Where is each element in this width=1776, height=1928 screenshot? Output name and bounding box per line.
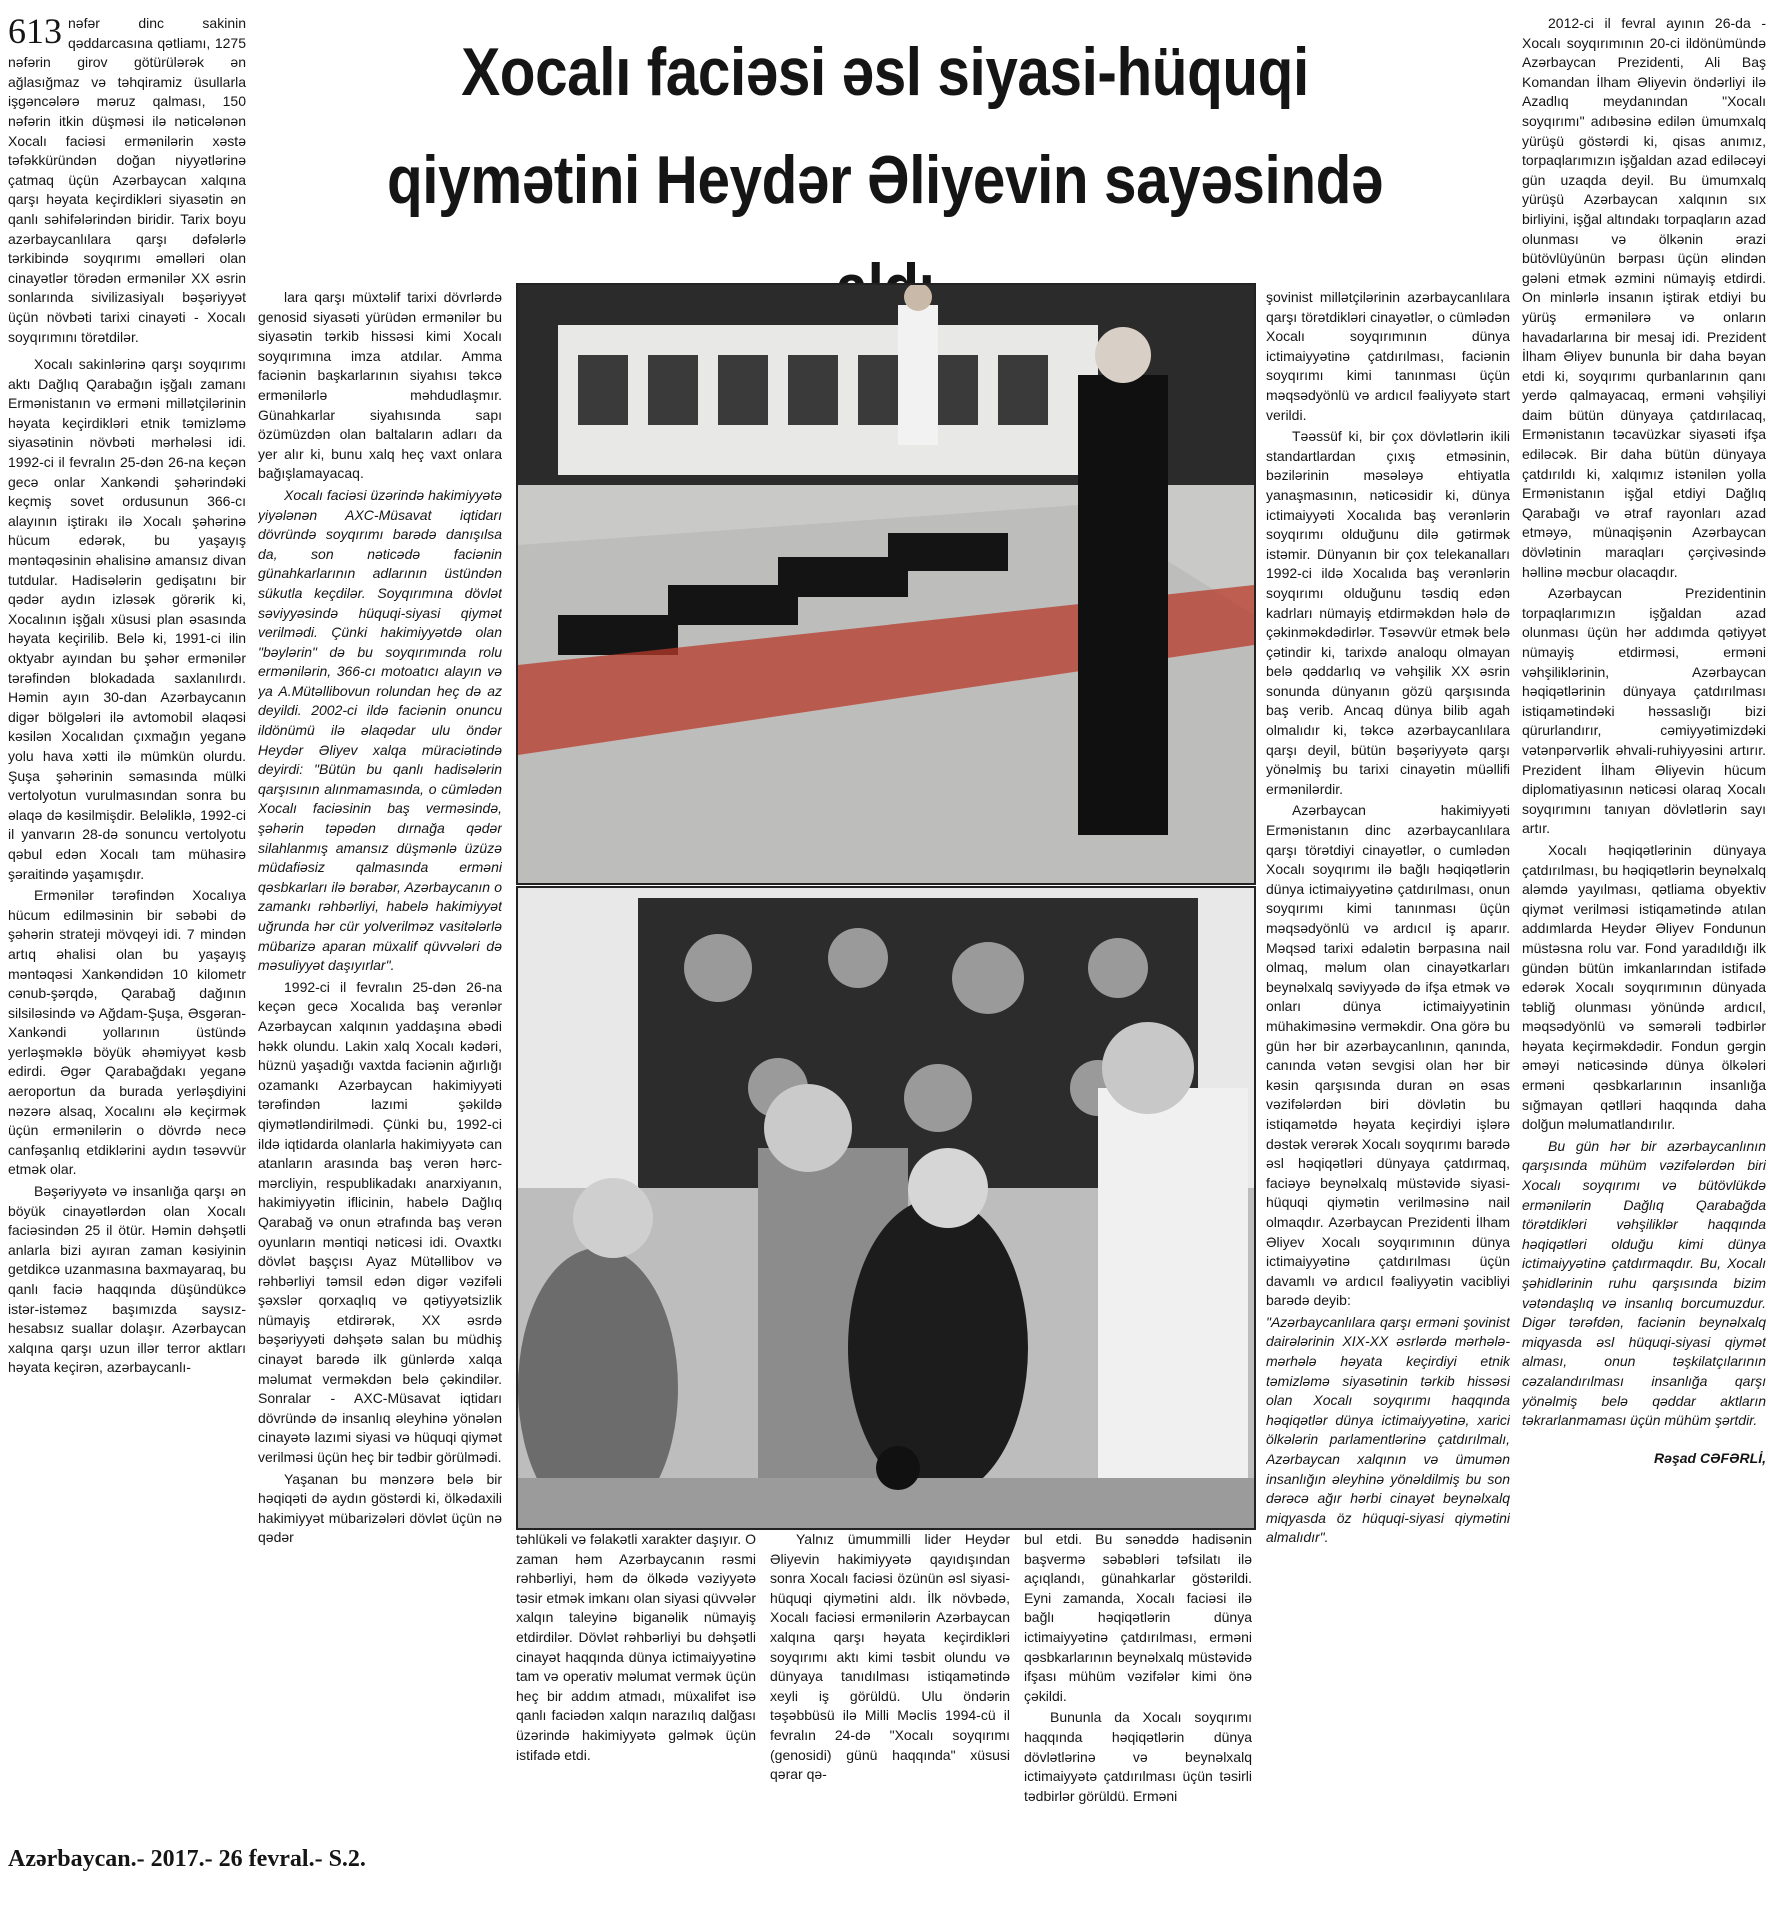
citation: Azərbaycan.- 2017.- 26 fevral.- S.2. <box>8 1846 366 1872</box>
paragraph: Xocalı həqiqətlərinin dünyaya çatdırılması, bu həqiqətlərin beynəlxalq aləmdə yayılması, qətliama obyektiv qiymət verilməsi istiqamətində atılan addımlarda Heydər Əliyev Fondunun müstəsna rolu var. Fond yaradıldığı ilk gündən bütün imkanlarından istifadə edərək Xocalı soyqırımının dünyada təbliğ olunması yönündə ardıcıl, məqsədyönlü və səmərəli tədbirlər həyata keçirməkdədir. Fondun gərgin əməyi nəticəsində dünya ölkələri erməni qəsbkarlarının insanlığa sığmayan qətlləri haqqında daha dolğun məlumatlandırılır. <box>1522 841 1766 1133</box>
italic-paragraph: Bu gün hər bir azərbaycanlının qarşısında mühüm vəzifələrdən biri Xocalı soyqırımı və bütövlükdə ermənilərin Dağlıq Qarabağda törətdikləri vəhşiliklər haqqında həqiqətləri olduğu kimi dünya ictimaiyyətinə çatdırmaqdır. Bu, Xocalı şəhidlərinin ruhu qarşısında bizim vətəndaşlıq və insanlıq borcumuzdur. Digər tərəfdən, faciənin beynəlxalq miqyasda əsl hüquqi-siyasi qiymət alması, onun təşkilatçılarının cəzalandırılması insanlığa qarşı yönəlmiş belə qəddar aktların təkrarlanmaması üçün mühüm şərtdir. <box>1522 1137 1766 1429</box>
article-column-1 <box>8 14 246 1836</box>
paragraph: 2012-ci il fevral ayının 26-da - Xocalı soyqırımının 20-ci ildönümündə Azərbaycan Prezidenti, Ali Baş Komandan İlham Əliyevin öndərliyi ilə Azadlıq meydanından "Xocalı soyqırımı" adıbəsinə edilən ümumxalq yürüşü göstərdi ki, qisas anımız, torpaqlarımızın işğaldan azad ediləcəyi gün uzaqda deyil. Bu ümumxalq yürüşü Azərbaycan xalqının sıx birliyini, işğal altındakı torpaqların azad olunması və ölkənin ərazi bütövlüyünün bərpası üçün əlindən gələni etmək əzmini nümayiş etdirdi. On minlərlə insanın iştirak etdiyi bu yürüş ermənilərə və onların havadarlarına bir mesaj idi. Prezident İlham Əliyev bununla bir daha bəyan etdi ki, soyqırımı qurbanlarının qanı yerdə qalmayacaq, erməni vəhşiliyi daim bütün dünyaya çatdırılacaq, Ermənistanın təcavüzkar siyasəti ifşa ediləcək. Bir daha bütün dünyaya çatdırıldı ki, xalqımız istənilən yolla Ermənistanın işğal etdiyi Dağlıq Qarabağı və ətraf rayonları azad etməyə, münaqişənin Azərbaycan dövlətinin maraqları çərçivəsində həllinə məcbur olacaqdır. <box>1522 15 1766 580</box>
paragraph: Azərbaycan hakimiyyəti Ermənistanın dinc azərbaycanlılara qarşı törətdiyi cinayətlər, o cumlədən Xocalı soyqırımı ilə bağlı həqiqətlərin dünya ictimaiyyətinə çatdırılması, onun soyqırımı kimi tanınması üçün məqsədyönlü və ardıcıl iş aparır. Məqsəd tarixi ədalətin bərpasına nail olmaq, məlum olan cinayətkarları beynəlxalq səviyyədə də ifşa etmək və onları dünya ictimaiyyətinin mühakiməsinə verməkdir. Ona görə bu gün hər bir azərbaycanlının, qanında, canında vətən sevgisi olan hər bir kəsin qarşısında duran ən əsas vəzifələrdən biri dövlətin bu istiqamətdə həyata keçirdiyi işlərə dəstək verərək Xocalı soyqırımı barədə əsl həqiqətləri dünyaya çatdırmaq, faciəyə beynəlxalq müstəvidə siyasi-hüquqi qiymətin verilməsinə nail olmaqdır. Azərbaycan Prezidenti İlham Əliyev Xocalı soyqırımının dünya ictimaiyyətinə çatdırılması üçün davamlı və ardıcıl fəaliyyətin vacibliyi barədə deyib: <box>1266 802 1510 1309</box>
paragraph: Bununla da Xocalı soyqırımı haqqında həqiqətlərin dünya dövlətlərinə və beynəlxalq ictimaiyyətə çatdırılması üçün təsirli tədbirlər görüldü. Erməni <box>1024 1709 1252 1804</box>
meeting-scene <box>518 888 1254 1528</box>
paragraph: Yaşanan bu mənzərə belə bir həqiqəti də aydın göstərdi ki, ölkədaxili hakimiyyət mübarizələri dövlət üçün nə qədər <box>258 1470 502 1546</box>
article-column-4 <box>770 1530 1010 1836</box>
article-column-5 <box>1024 1530 1252 1836</box>
paragraph: Bəşəriyyətə və insanlığa qarşı ən böyük cinayətlərdən olan Xocalı faciəsindən 25 il ötür. Həmin dəhşətli anlarla bizi ayıran zaman kəsiyinin getdikcə uzanmasına baxmayaraq, bu qanlı faciə haqqında düşündükcə istər-istəməz başımızda saysız-hesabsız suallar dolaşır. Azərbaycan xalqına qarşı uzun illər terror aktları həyata keçirən, azərbaycanlı- <box>8 1183 246 1376</box>
paragraph: Azərbaycan Prezidentinin torpaqlarımızın işğaldan azad olunması üçün hər addımda qətiyyət nümayiş etdirməsi, erməni vəhşiliklərinin, Azərbaycan həqiqətlərinin dünyaya çatdırılması istiqamətindəki həssaslığı bizi qürurlandırır, cəmiyyətimizdəki vətənpərvərlik əhvali-ruhiyyəsini artırır. Prezident İlham Əliyevin hücum diplomatiyasının nəticəsi olaraq Xocalı soyqırımını tanıyan dövlətlərin sayı artır. <box>1522 585 1766 837</box>
lead-drop-number: 613 <box>8 14 62 51</box>
article-column-6 <box>1266 288 1510 1836</box>
paragraph: lara qarşı müxtəlif tarixi dövrlərdə genosid siyasəti yürüdən ermənilər bu siyasətin tərkib hissəsi kimi Xocalı soyqırımına imza atdılar. Amma faciənin başkarlarının siyahısı təkcə ermənilərlə məhdudlaşmır. Günahkarlar siyahısında sapı özümüzdən olan baltaların adları da yer alır ki, bunu xalq heç vaxt onlara bağışlamayacaq. <box>258 289 502 482</box>
paragraph: Təəssüf ki, bir çox dövlətlərin ikili standartlardan çıxış etməsinin, bəzilərinin məsələyə ehtiyatla yanaşmasının, nəticəsidir ki, dünya ictimaiyyəti Xocalıda baş verənlərin soyqırımı olduğunu dilə gətirmək istəmir. Dünyanın bir çox telekanalları 1992-ci ildə Xocalıda baş verənlərin soyqırımı olduğunu təsdiq edən kadrları nümayiş etdirməkdən hələ də çəkinməkdədirlər. Təsəvvür etmək belə çətindir ki, tarixdə analoqu olmayan belə qəddarlıq və vəhşilik XX əsrin sonunda dünyanın gözü qarşısında baş verib. Ancaq dünya bilib agah olmalıdır ki, təkcə azərbaycanlılara qarşı deyil, bütün bəşəriyyətə qarşı yönəlmiş bu tarixi cinayətin müəllifi ermənilərdir. <box>1266 428 1510 797</box>
memorial-scene <box>518 285 1254 883</box>
headline <box>335 18 1436 248</box>
paragraph: şovinist millətçilərinin azərbaycanlılara qarşı törətdikləri cinayətlər, o cümlədən Xocalı soyqırımının dünya ictimaiyyətinə çatdırılması, faciənin soyqırımı kimi tanınması üçün məqsədyönlü və ardıcıl fəaliyyətə start verildi. <box>1266 289 1510 423</box>
lead-paragraph <box>8 14 246 347</box>
paragraph: Xocalı sakinlərinə qarşı soyqırımı aktı Dağlıq Qarabağın işğalı zamanı Ermənistanın və erməni millətçilərinin həyata keçirdikləri etnik təmizləmə siyasətinin növbəti mərhələsi idi. 1992-ci il fevralın 25-dən 26-na keçən gecə onlar Xankəndi şəhərindəki keçmiş sovet ordusunun 366-cı alayının iştirakı ilə Xocalı şəhərinə hücum edərək, bu yaşayış məntəqəsinin əhalisinə amansız divan tutdular. Hadisələrin gedişatını bir qədər aydın izləsək görərik ki, Xocalının işğalı xüsusi plan əsasında həyata keçirilib. Belə ki, 1991-ci ilin oktyabr ayından bu şəhər ermənilər tərəfindən blokadada saxlanılırdı. Həmin ayın 30-dan Azərbaycanın digər bölgələri ilə avtomobil əlaqəsi kəsilən Xocalıdan çıxmağın yeganə yolu hava xətti ilə mümkün olurdu. Şuşa şəhərinin səmasında mülki vertolyotun vurulmasından sonra bu əlaqə də kəsilmişdir. Beləliklə, 1992-ci il yanvarın 28-də sonuncu vertolyotu qəbul edən Xocalı tam mühasirə şəraitində yaşamışdır. <box>8 356 246 882</box>
article-column-2 <box>258 288 502 1836</box>
paragraph: təhlükəli və fəlakətli xarakter daşıyır. O zaman həm Azərbaycanın rəsmi rəhbərliyi, həm də ölkədə vəziyyətə təsir etmək imkanı olan siyasi qüvvələr xalqın taleyinə biganəlik nümayiş etdirdilər. Dövlət rəhbərliyi bu dəhşətli cinayət haqqında dünya ictimaiyyətinə tam və operativ məlumat vermək üçün heç bir addım atmadı, müxalifət isə qanlı faciədən xalqın narazılıq dalğası üzərində hakimiyyətə gəlmək üçün istifadə etdi. <box>516 1531 756 1763</box>
article-column-7 <box>1522 14 1766 1836</box>
article-column-3 <box>516 1530 756 1836</box>
paragraph: Ermənilər tərəfindən Xocalıya hücum edilməsinin bir səbəbi də şəhərin strateji mövqeyi idi. 7 mindən artıq əhalisi olan bu yaşayış məntəqəsi Xankəndidən 10 kilometr cənub-şərqdə, Qarabağ dağının silsiləsində və Ağdam-Şuşa, Əsgəran-Xankəndi yollarının üstündə yerləşməklə böyük əhəmiyyət kəsb edirdi. Əgər Qarabağdakı yeganə aeroportun da burada yerləşdiyini nəzərə alsaq, Xocalını ələ keçirmək üçün ermənilərin o dövrdə necə canfəşanlıq etdiklərini aydın təsəvvür etmək olar. <box>8 887 246 1178</box>
headline-line-2: qiymətini Heydər Əliyevin sayəsində <box>386 142 1384 218</box>
quote: "Azərbaycanlılara qarşı erməni şovinist dairələrinin XIX-XX əsrlərdə mərhələ-mərhələ həyata keçirdiyi etnik təmizləmə siyasətinin tərkib hissəsi olan Xocalı soyqırımı haqqında həqiqətlər dünya ictimaiyyətinə, xarici ölkələrin parlamentlərinə çatdırılmalı, Azərbaycan xalqının və ümumən insanlığın əleyhinə yönəldilmiş bu son dərəcə ağır hərbi cinayət beynəlxalq miqyasda öz hüquqi-siyasi qiymətini almalıdır". <box>1266 1313 1510 1546</box>
paragraph: Xocalı faciəsi üzərində hakimiyyətə yiyələnən AXC-Müsavat iqtidarı dövründə soyqırımı barədə danışılsa da, son nəticədə faciənin günahkarlarının adlarının üstündən sükutla keçdilər. Soyqırımına dövlət səviyyəsində hüquqi-siyasi qiymət verilmədi. Çünki hakimiyyətdə olan "bəylərin" də bu soyqırımında rolu ermənilərin, 366-cı motoatıcı alayın və ya A.Mütəllibovun rolundan heç də az deyildi. 2002-ci ildə faciənin onuncu ildönümü ilə əlaqədar ulu öndər Heydər Əliyev xalqa müraciətində deyirdi: "Bütün bu qanlı hadisələrin qarşısının alınmamasında, o cümlədən Xocalı faciəsinin baş verməsində, şəhərin təpədən dırnağa qədər silahlanmış amansız düşmənlə üzüzə müdafiəsiz qalmasında erməni qəsbkarları ilə bərabər, Azərbaycanın o zamankı rəhbərliyi, habelə hakimiyyət uğrunda hər cür yolverilməz vasitələrlə mübarizə aparan müxalif qüvvələri də məsuliyyət daşıyırlar". <box>258 486 502 974</box>
byline: Rəşad CƏFƏRLİ, <box>1654 1449 1766 1466</box>
paragraph: Yalnız ümummilli lider Heydər Əliyevin hakimiyyətə qayıdışından sonra Xocalı faciəsi özünün əsl siyasi-hüquqi qiymətini aldı. İlk növbədə, Xocalı faciəsi ermənilərin Azərbaycan xalqına qarşı həyata keçirdikləri soyqırımı aktı kimi təsbit olundu və dünyaya tanıdılması istiqamətində xeyli iş görüldü. Ulu öndərin təşəbbüsü ilə Milli Məclis 1994-cü il fevralın 24-də "Xocalı soyqırımı (genosidi) günü haqqında" xüsusi qərar qə- <box>770 1531 1010 1783</box>
memorial-photo <box>516 283 1256 885</box>
lead-text: nəfər dinc sakinin qəddarcasına qətliamı, 1275 nəfərin girov götürülərək ən ağlasığmaz və təhqiramiz üsullarla işgəncələrə məruz qalması, 150 nəfərin itkin düşməsi ilə nəticələnən Xocalı faciəsi ermənilərin xəstə təfəkküründən doğan niyyətlərinə çatmaq üçün Azərbaycan xalqına qarşı həyata keçirdikləri siyasətin ən qanlı səhifələrindən biridir. Tarix boyu azərbaycanlılara qarşı dəfələrlə tərkibində soyqırımı əməlləri olan cinayətlər törədən ermənilər XX əsrin sonlarında sivilizasiyalı bəşəriyyət üçün növbəti tarixi cinayəti - Xocalı soyqırımını törətdilər. <box>8 15 246 345</box>
paragraph: 1992-ci il fevralın 25-dən 26-na keçən gecə Xocalıda baş verənlər Azərbaycan xalqının yaddaşına əbədi həkk olundu. Lakin xalq Xocalı kədəri, hüznü yaşadığı vaxtda faciənin ağırlığı ozamankı Azərbaycan hakimiyyəti tərəfindən lazımi şəkildə qiymətləndirilmədi. Çünki bu, 1992-ci ildə iqtidarda olanlarla hakimiyyətə can atanların arasında baş verən hərc-mərcliyin, respublikadakı anarxiyanın, hakimiyyətin iflicinin, habelə Dağlıq Qarabağ və onun ətrafında baş verən oyunların məntiqi nəticəsi idi. Ovaxtkı dövlət başçısı Ayaz Mütəllibov və rəhbərliyi təmsil edən digər vəzifəli şəxslər qorxaqlıq və qətiyyətsizlik nümayiş etdirərək, XX əsrdə bəşəriyyəti dəhşətə salan bu müdhiş cinayət barədə ilk günlərdə xalqa məlumat verməkdən belə çəkindilər. Sonralar - AXC-Müsavat iqtidarı dövründə də insanlıq əleyhinə yönələn cinayətə lazımi siyasi və hüquqi qiymət verilməsi üçün heç bir tədbir görülmədi. <box>258 978 502 1466</box>
meeting-photo <box>516 886 1256 1530</box>
headline-line-1: Xocalı faciəsi əsl siyasi-hüquqi <box>461 34 1309 110</box>
paragraph: bul etdi. Bu sənəddə hadisənin başvermə səbəbləri təfsilatı ilə açıqlandı, günahkarlar göstərildi. Eyni zamanda, Xocalı faciəsi ilə bağlı həqiqətlərin dünya ictimaiyyətinə çatdırılması, erməni qəsbkarlarının beynəlxalq müstəvidə ifşası mühüm vəzifələr kimi önə çəkildi. <box>1024 1531 1252 1704</box>
